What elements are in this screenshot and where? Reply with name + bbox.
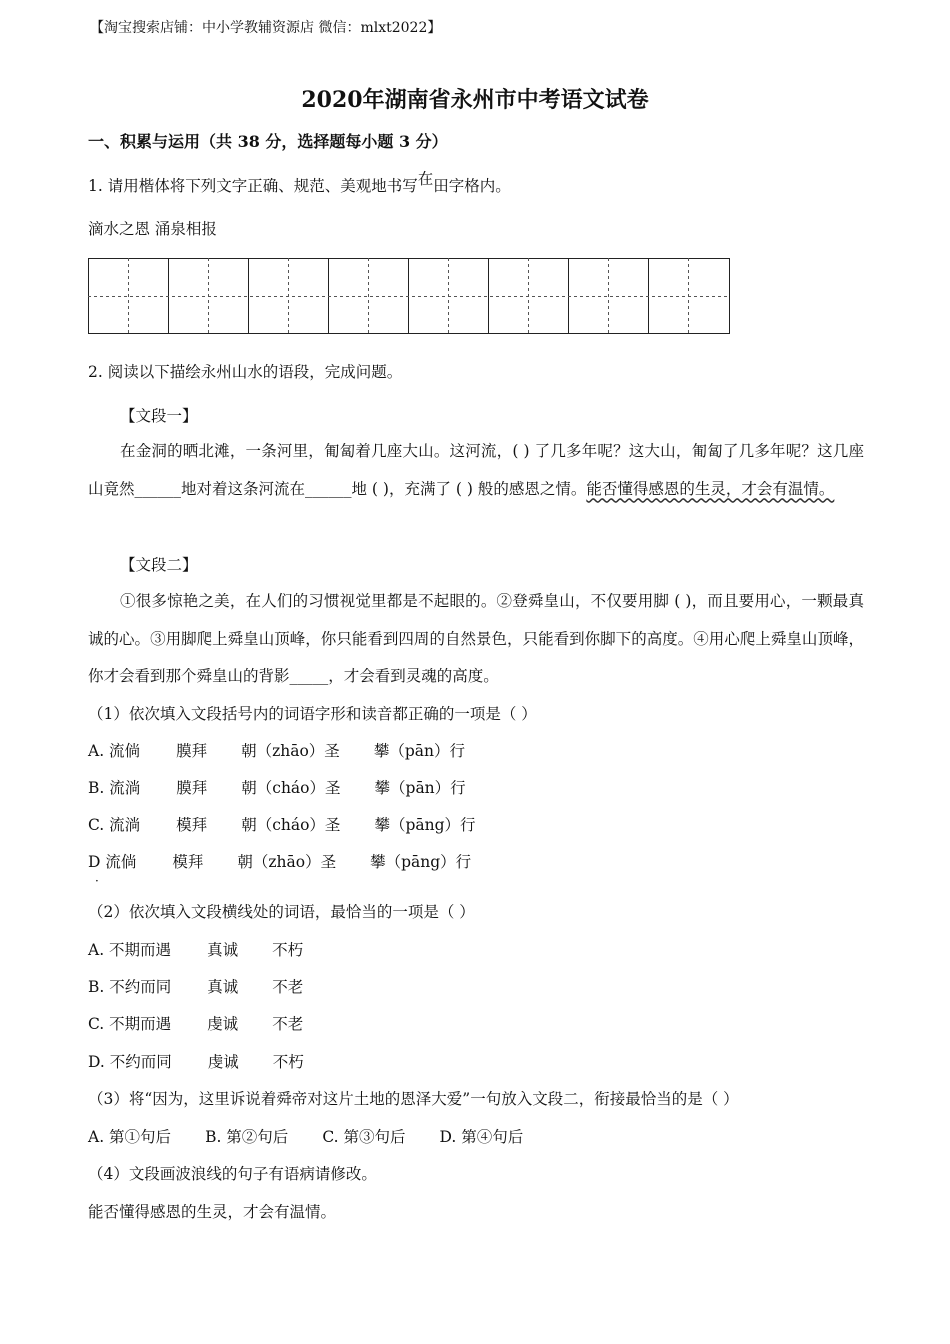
- question-1-text: 1. 请用楷体将下列文字正确、规范、美观地书写: [88, 177, 418, 195]
- subquestion-4: （4）文段画波浪线的句子有语病请修改。: [88, 1165, 377, 1183]
- page-title: 2020年湖南省永州市中考语文试卷: [301, 87, 649, 113]
- passage-2: ①很多惊艳之美，在人们的习惯视觉里都是不起眼的。②登舜皇山，不仅要用脚 ( )，而且要用心，一颗最真诚的心。③用脚爬上舜皇山顶峰，你只能看到四周的自然景色，只能看到你脚下的高度。④用心爬上舜皇山顶峰，你才会看到那个舜皇山的背影_____，才会看到灵魂的高度。: [88, 592, 864, 685]
- passage-1-wavy-sentence: 能否懂得感恩的生灵，才会有温情。: [586, 479, 835, 498]
- practice-characters: 滴水之恩 涌泉相报: [88, 220, 217, 238]
- question-2: 2. 阅读以下描绘永州山水的语段，完成问题。: [88, 363, 403, 381]
- subquestion-2: （2）依次填入文段横线处的词语，最恰当的一项是（ ）: [88, 903, 475, 921]
- subquestion-1-option-b[interactable]: B. 流淌 膜拜 朝（cháo）圣 攀（pān）行: [88, 779, 466, 797]
- writing-grid[interactable]: [88, 258, 730, 334]
- question-1-raised-char: 在: [417, 170, 434, 188]
- subquestion-2-option-d[interactable]: D. 不约而同 虔诚 不朽: [88, 1053, 304, 1071]
- subquestion-1: （1）依次填入文段括号内的词语字形和读音都正确的一项是（ ）: [88, 705, 537, 723]
- subquestion-2-option-c[interactable]: C. 不期而遇 虔诚 不老: [88, 1015, 304, 1033]
- subquestion-3-options: [88, 1127, 523, 1147]
- passage-1-text: 在金洞的晒北滩，一条河里，匍匐着几座大山。这河流，( ) 了几多年呢？这大山，匍匐了几多年呢？这几座山竟然______地对着这条河流在______地 ( )，充满了 ( ) 般的感恩之情。: [88, 442, 864, 498]
- option-d-dot: ·: [95, 874, 99, 888]
- question-1-text-end: 田字格内。: [433, 177, 511, 195]
- subquestion-1-option-c[interactable]: C. 流淌 模拜 朝（cháo）圣 攀（pāng）行: [88, 816, 476, 834]
- subquestion-3-option-d[interactable]: D. 第④句后: [439, 1128, 524, 1146]
- writing-grid-lines: [88, 258, 730, 334]
- question-1: [88, 170, 511, 196]
- subquestion-4-sentence: 能否懂得感恩的生灵，才会有温情。: [88, 1203, 337, 1221]
- subquestion-3-option-a[interactable]: A. 第①句后: [88, 1128, 172, 1146]
- subquestion-1-option-d[interactable]: D 流倘 模拜 朝（zhāo）圣 攀（pāng）行: [88, 853, 472, 871]
- subquestion-3-option-b[interactable]: B. 第②句后: [205, 1128, 289, 1146]
- subquestion-2-option-b[interactable]: B. 不约而同 真诚 不老: [88, 978, 304, 996]
- passage-1-label: 【文段一】: [120, 407, 198, 425]
- passage-1: [88, 433, 864, 508]
- subquestion-1-option-a[interactable]: A. 流倘 膜拜 朝（zhāo）圣 攀（pān）行: [88, 742, 465, 760]
- subquestion-3-option-c[interactable]: C. 第③句后: [322, 1128, 406, 1146]
- header-note: 【淘宝搜索店铺：中小学教辅资源店 微信：mlxt2022】: [90, 20, 442, 36]
- subquestion-2-option-a[interactable]: A. 不期而遇 真诚 不朽: [88, 941, 304, 959]
- section-heading: 一、积累与运用（共 38 分，选择题每小题 3 分）: [88, 132, 448, 151]
- subquestion-3: （3）将“因为，这里诉说着舜帝对这片土地的恩泽大爱”一句放入文段二，衔接最恰当的是（ ）: [88, 1090, 739, 1108]
- passage-2-label: 【文段二】: [120, 556, 198, 574]
